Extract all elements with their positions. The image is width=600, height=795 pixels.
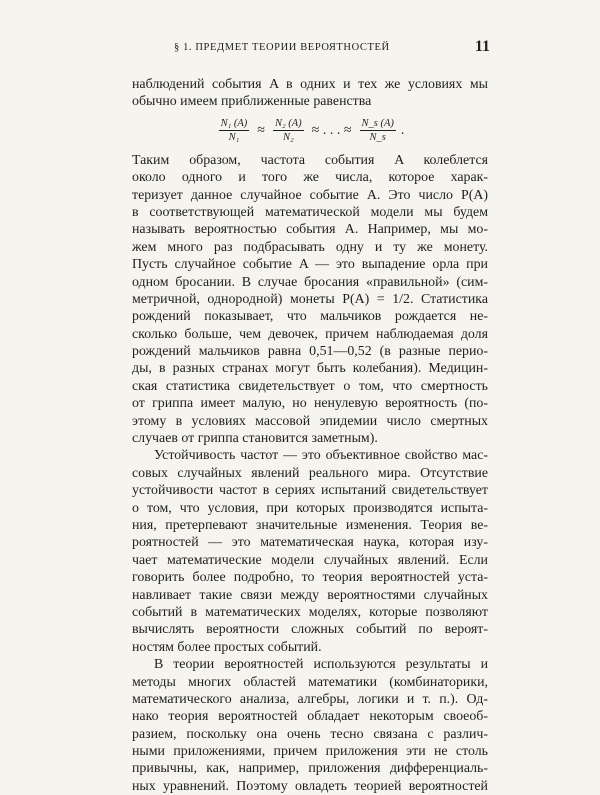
fraction-denominator: N_s bbox=[369, 132, 386, 144]
formula-end-period: . bbox=[400, 122, 405, 138]
text-line: событий в математических моделях, которые позволяют bbox=[132, 604, 488, 620]
text-line: ния, претерпевают значительные изменения. Теория ве- bbox=[132, 517, 488, 533]
text-line: о том, что условия, при которых производятся испыта- bbox=[132, 500, 488, 516]
text-line: в соответствующей математической модели мы будем bbox=[132, 204, 488, 220]
text-line: рождений мальчиков равна 0,51—0,52 (в разные перио- bbox=[132, 344, 488, 360]
ellipsis: ≈ . . . ≈ bbox=[311, 122, 352, 138]
text-line: методы многих областей математики (комбинаторики, bbox=[132, 674, 488, 690]
paragraph-1 bbox=[132, 76, 488, 111]
text-line: роятностей — это математическая наука, которая изу- bbox=[132, 535, 488, 551]
text-line: рождений показывает, что мальчиков рождается не- bbox=[132, 309, 488, 325]
text-line: привычны, как, например, приложения дифференциаль- bbox=[132, 761, 488, 777]
approximation-formula bbox=[132, 112, 488, 150]
text-line: наблюдений события A в одних и тех же условиях мы bbox=[132, 77, 488, 92]
text-line: называть вероятностью события A. Например, мы мо- bbox=[132, 222, 488, 238]
text-line: совых случайных явлений реального мира. Отсутствие bbox=[132, 465, 488, 481]
text-line: этому в условиях массовой эпидемии число смертных bbox=[132, 413, 488, 429]
text-line: устойчивости частот в сериях испытаний свидетельствует bbox=[132, 483, 488, 499]
fraction-numerator: N₁ (A) bbox=[220, 118, 248, 130]
text-line: ными приложениями, причем приложения эти не столь bbox=[132, 744, 488, 760]
running-header bbox=[132, 38, 490, 60]
text-line: сколько больше, чем девочек, причем наблюдаемая доля bbox=[132, 326, 488, 342]
text-line: Устойчивость частот — это объективное свойство мас- bbox=[154, 448, 488, 464]
fraction-3 bbox=[360, 117, 396, 144]
text-line: метричной, однородной) монеты P(A) = 1/2. Статистика bbox=[132, 291, 488, 307]
text-line: одном бросании. В случае бросания «правильной» (сим- bbox=[132, 274, 488, 290]
header-title: § 1. ПРЕДМЕТ ТЕОРИИ ВЕРОЯТНОСТЕЙ bbox=[174, 42, 390, 53]
text-line: ская статистика свидетельствует о том, что смертность bbox=[132, 378, 488, 394]
text-line: ды, в разных странах могут быть колебания). Медицин- bbox=[132, 361, 488, 377]
text-line: около одного и того же числа, которое харак- bbox=[132, 170, 488, 186]
text-line: от гриппа имеет малую, но ненулевую вероятность (по- bbox=[132, 396, 488, 412]
paragraph-3 bbox=[132, 447, 488, 656]
text-line: жем много раз подбрасывать одну и ту же монету. bbox=[132, 239, 488, 255]
paragraph-4 bbox=[132, 656, 488, 795]
text-line: разием, поскольку она очень тесно связана с различ- bbox=[132, 726, 488, 742]
text-line: теризует данное случайное событие A. Это число P(A) bbox=[132, 187, 488, 203]
fraction-2 bbox=[273, 117, 304, 144]
text-line: В теории вероятностей используются результаты и bbox=[154, 657, 488, 673]
paragraph-2 bbox=[132, 152, 488, 448]
fraction-denominator: N₁ bbox=[228, 132, 240, 144]
text-line: обычно имеем приближенные равенства bbox=[132, 94, 372, 110]
text-line: случаев от гриппа становится заметным). bbox=[132, 431, 378, 447]
fraction-numerator: N₂ (A) bbox=[274, 118, 302, 130]
text-line: навливает такие связи между вероятностями случайных bbox=[132, 587, 488, 603]
text-line: чает математические модели случайных явлений. Если bbox=[132, 552, 488, 568]
text-line: вычислять вероятности сложных событий по вероят- bbox=[132, 622, 488, 638]
fraction-denominator: N₂ bbox=[282, 132, 294, 144]
approx-sign: ≈ bbox=[257, 122, 265, 138]
page-number: 11 bbox=[474, 38, 490, 55]
body-text bbox=[132, 76, 488, 795]
text-line: математического анализа, алгебры, логики и т. п.). Од- bbox=[132, 691, 488, 707]
text-line: говорить более подробно, то теория вероятностей уста- bbox=[132, 570, 488, 586]
text-line: нако теория вероятностей обладает некоторым своеоб- bbox=[132, 709, 488, 725]
text-line: ностям более простых событий. bbox=[132, 639, 322, 655]
text-line: Пусть случайное событие A — это выпадение орла при bbox=[132, 257, 488, 273]
fraction-numerator: N_s (A) bbox=[361, 118, 394, 130]
fraction-1 bbox=[219, 117, 250, 144]
text-line: Таким образом, частота события A колеблется bbox=[132, 152, 488, 168]
text-line: ных уравнений. Поэтому овладеть теорией вероятностей bbox=[132, 778, 488, 794]
